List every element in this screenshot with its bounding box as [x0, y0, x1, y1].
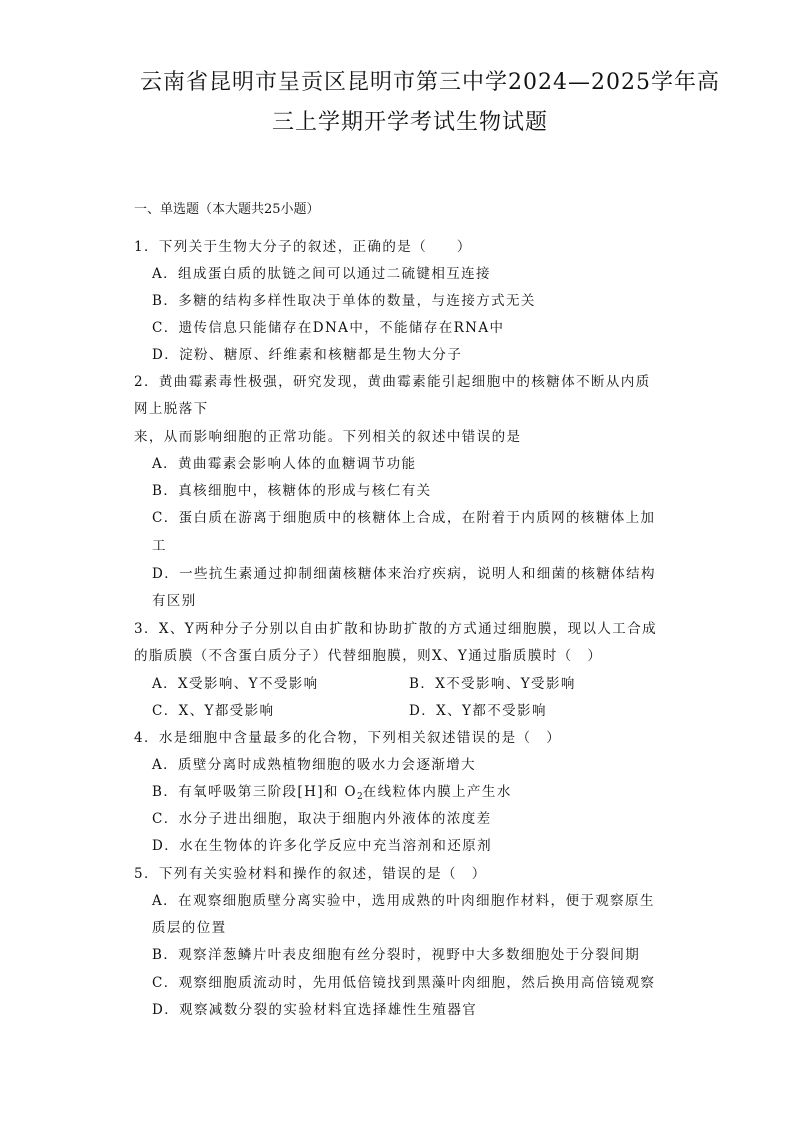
- question-5-option-a-line-2: 质层的位置: [152, 920, 227, 936]
- question-3-stem-line-2: 的脂质膜（不含蛋白质分子）代替细胞膜，则X、Y通过脂质膜时（ ）: [134, 648, 603, 664]
- question-1-option-b: B．多糖的结构多样性取决于单体的数量，与连接方式无关: [152, 293, 536, 309]
- question-4-option-b: [152, 783, 512, 806]
- question-5-option-c: C．观察细胞质流动时，先用低倍镜找到黑藻叶肉细胞，然后换用高倍镜观察: [152, 975, 656, 991]
- question-2-option-d-line-2: 有区别: [152, 593, 197, 609]
- question-2-option-d-line-1: D．一些抗生素通过抑制细菌核糖体来治疗疾病，说明人和细菌的核糖体结构: [152, 566, 656, 582]
- question-1-option-a: A．组成蛋白质的肽链之间可以通过二硫键相互连接: [152, 266, 491, 282]
- oxygen-subscript: 2: [357, 792, 363, 802]
- question-1-stem: 1．下列关于生物大分子的叙述，正确的是（ ）: [134, 239, 472, 255]
- question-2-option-c-line-2: 工: [152, 538, 167, 554]
- exam-title-line-1: 云南省昆明市呈贡区昆明市第三中学2024—2025学年高: [140, 70, 720, 95]
- question-1-option-c: C．遗传信息只能储存在DNA中，不能储存在RNA中: [152, 320, 505, 336]
- question-2-option-c-line-1: C．蛋白质在游离于细胞质中的核糖体上合成，在附着于内质网的核糖体上加: [152, 510, 656, 526]
- question-3-option-a: A．X受影响、Y不受影响: [152, 676, 319, 692]
- question-2-option-a: A．黄曲霉素会影响人体的血糖调节功能: [152, 456, 417, 472]
- question-2-stem-line-1: 2．黄曲霉素毒性极强，研究发现，黄曲霉素能引起细胞中的核糖体不断从内质: [134, 374, 651, 390]
- question-4-stem: 4．水是细胞中含量最多的化合物，下列相关叙述错误的是（ ）: [134, 730, 562, 746]
- question-4-option-b-text-end: 在线粒体内膜上产生水: [362, 784, 512, 800]
- question-2-stem-line-2: 网上脱落下: [134, 401, 209, 417]
- question-4-option-b-text-start: B．有氧呼吸第三阶段[H]和 O: [152, 784, 357, 800]
- question-5-stem: 5．下列有关实验材料和操作的叙述，错误的是（ ）: [134, 866, 487, 882]
- exam-title-line-2: 三上学期开学考试生物试题: [271, 110, 548, 135]
- question-2-option-b: B．真核细胞中，核糖体的形成与核仁有关: [152, 483, 432, 499]
- question-5-option-d: D．观察减数分裂的实验材料宜选择雄性生殖器官: [152, 1002, 478, 1018]
- section-heading: 一、单选题（本大题共25小题）: [134, 202, 320, 217]
- question-3-option-b: B．X不受影响、Y受影响: [409, 676, 576, 692]
- question-4-option-a: A．质壁分离时成熟植物细胞的吸水力会逐渐增大: [152, 757, 477, 773]
- question-4-option-c: C．水分子进出细胞，取决于细胞内外液体的浓度差: [152, 811, 492, 827]
- question-1-option-d: D．淀粉、糖原、纤维素和核糖都是生物大分子: [152, 347, 463, 363]
- question-4-option-d: D．水在生物体的许多化学反应中充当溶剂和还原剂: [152, 838, 493, 854]
- question-5-option-b: B．观察洋葱鳞片叶表皮细胞有丝分裂时，视野中大多数细胞处于分裂间期: [152, 947, 641, 963]
- question-3-option-c: C．X、Y都受影响: [152, 703, 275, 719]
- question-3-option-d: D．X、Y都不受影响: [409, 703, 547, 719]
- question-2-stem-line-3: 来，从而影响细胞的正常功能。下列相关的叙述中错误的是: [134, 429, 522, 445]
- question-3-stem-line-1: 3．X、Y两种分子分别以自由扩散和协助扩散的方式通过细胞膜，现以人工合成: [134, 621, 658, 637]
- question-5-option-a-line-1: A．在观察细胞质壁分离实验中，选用成熟的叶肉细胞作材料，便于观察原生: [152, 893, 655, 909]
